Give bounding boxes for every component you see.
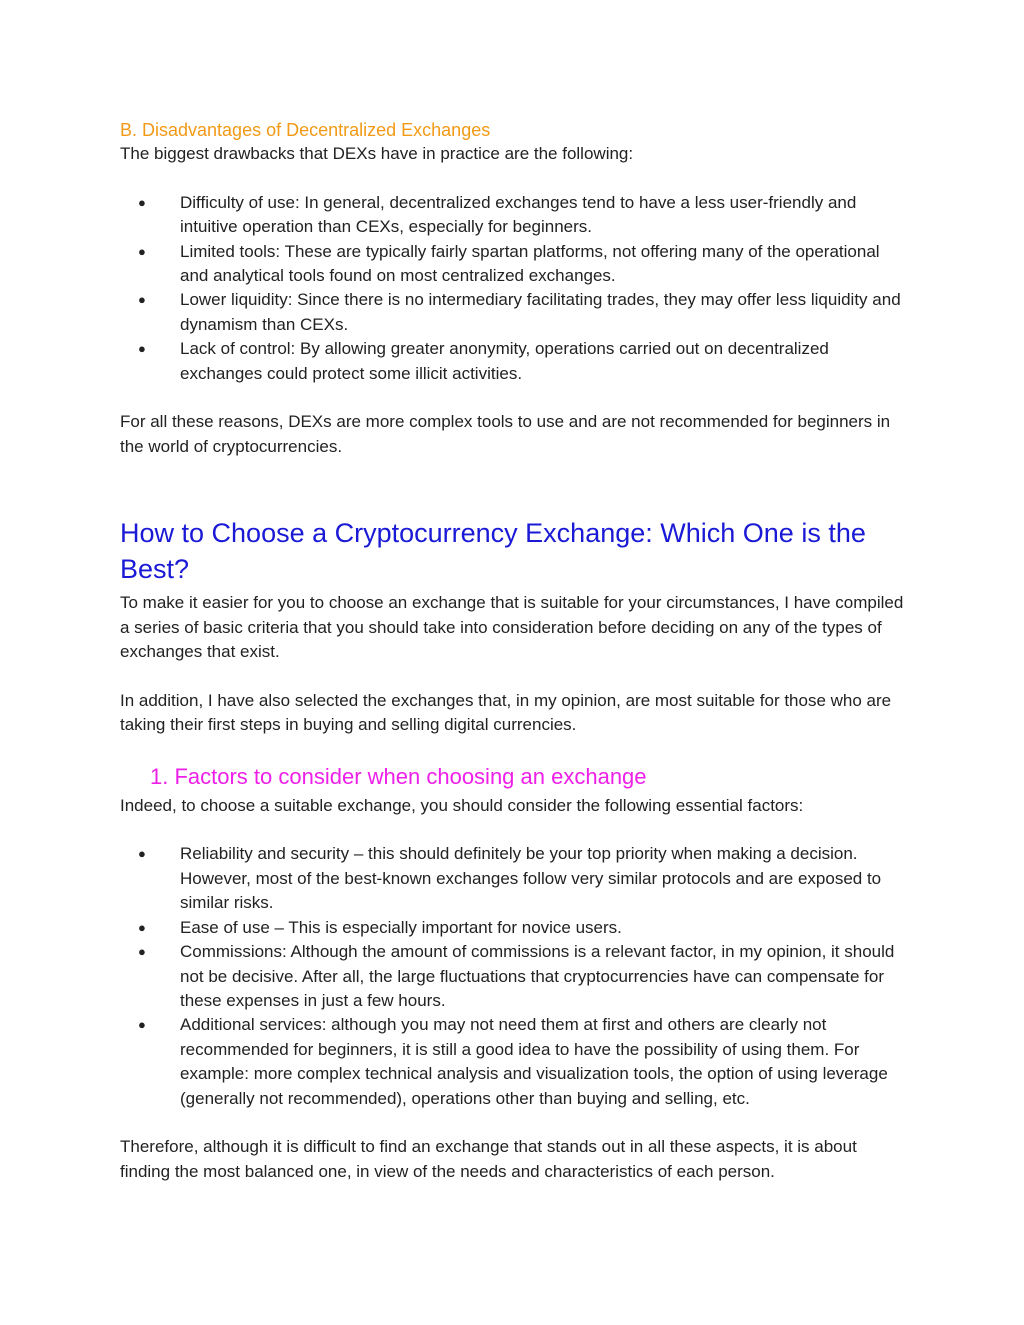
factors-heading: 1. Factors to consider when choosing an exchange <box>150 763 647 789</box>
list-item-text: Additional services: although you may not need them at first and others are clearly not recommended for beginners, it is still a good idea to have the possibility of using them. For example: more complex technical analysis and visualization tools, the option of using leverage (generally not recommended), operations other than buying and selling, etc. <box>180 1015 888 1108</box>
list-item-text: Limited tools: These are typically fairly spartan platforms, not offering many of the operational and analytical tools found on most centralized exchanges. <box>180 241 880 286</box>
section-b-conclusion: For all these reasons, DEXs are more complex tools to use and are not recommended for beginners in the world of cryptocurrencies. <box>120 412 891 456</box>
list-item <box>120 842 910 915</box>
section-b-intro: The biggest drawbacks that DEXs have in practice are the following: <box>120 144 634 163</box>
bullet-icon: ● <box>138 919 146 935</box>
list-item-text: Lower liquidity: Since there is no intermediary facilitating trades, they may offer less liquidity and dynamism than CEXs. <box>180 290 901 334</box>
choose-paragraph-1: To make it easier for you to choose an exchange that is suitable for your circumstances, I have compiled a series of basic criteria that you should take into consideration before deciding on any of the types of exchanges that exist. <box>120 593 904 662</box>
bullet-icon: ● <box>138 846 146 862</box>
bullet-icon: ● <box>138 194 146 210</box>
list-item-text: Reliability and security – this should definitely be your top priority when making a decision. However, most of the best-known exchanges follow very similar protocols and are exposed to similar risks. <box>180 844 882 913</box>
factors-intro: Indeed, to choose a suitable exchange, you should consider the following essential factors: <box>120 795 804 815</box>
bullet-icon: ● <box>138 944 146 960</box>
list-item <box>120 337 910 386</box>
list-item-text: Difficulty of use: In general, decentralized exchanges tend to have a less user-friendly and intuitive operation than CEXs, especially for beginners. <box>180 192 857 237</box>
bullet-icon: ● <box>138 292 146 308</box>
factors-conclusion: Therefore, although it is difficult to find an exchange that stands out in all these aspects, it is about finding the most balanced one, in view of the needs and characteristics of each person. <box>120 1137 857 1181</box>
list-item <box>120 240 910 289</box>
bullet-icon: ● <box>138 1017 146 1033</box>
list-item <box>120 916 910 940</box>
list-item-text: Commissions: Although the amount of commissions is a relevant factor, in my opinion, it should not be decisive. After all, the large fluctuations that cryptocurrencies have can compensate for these expenses in just a few hours. <box>180 942 895 1010</box>
bullet-icon: ● <box>138 243 146 259</box>
list-item <box>120 1013 910 1111</box>
list-item <box>120 191 910 240</box>
list-item-text: Ease of use – This is especially important for novice users. <box>180 917 622 937</box>
list-item-text: Lack of control: By allowing greater anonymity, operations carried out on decentralized exchanges could protect some illicit activities. <box>180 339 829 383</box>
section-b-bullet-list <box>120 191 910 386</box>
list-item <box>120 288 910 337</box>
section-b-heading: B. Disadvantages of Decentralized Exchanges <box>120 120 491 140</box>
bullet-icon: ● <box>138 341 146 357</box>
list-item <box>120 940 910 1013</box>
choose-exchange-heading: How to Choose a Cryptocurrency Exchange: Which One is the Best? <box>120 518 866 585</box>
factors-bullet-list <box>120 842 910 1110</box>
document-page <box>120 118 910 1184</box>
choose-paragraph-2: In addition, I have also selected the exchanges that, in my opinion, are most suitable for those who are taking their first steps in buying and selling digital currencies. <box>120 690 892 735</box>
